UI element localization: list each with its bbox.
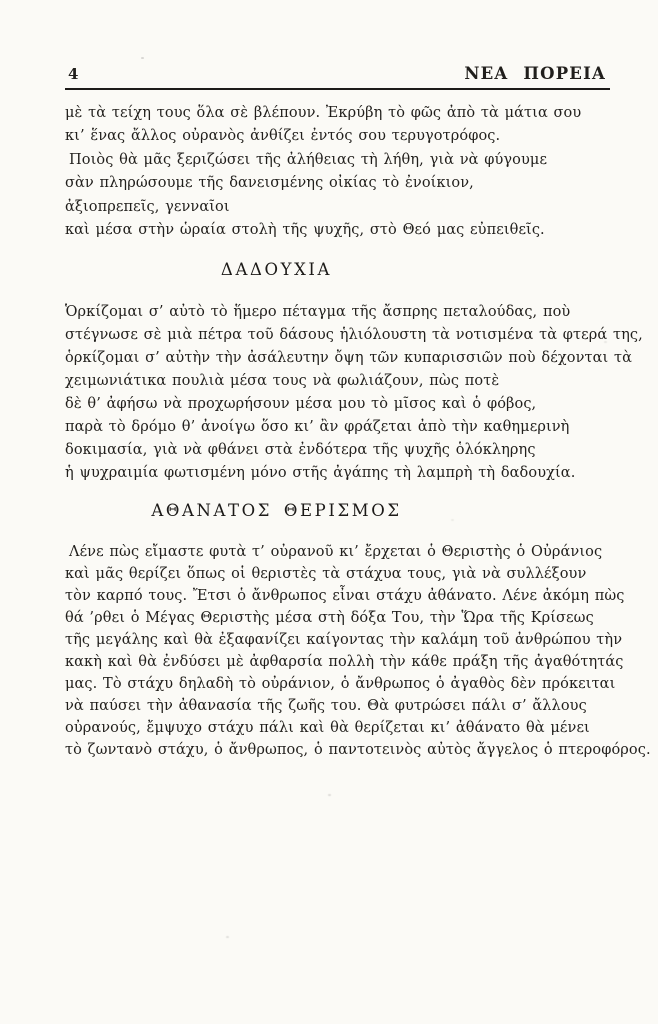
text-line: καὶ μέσα στὴν ὡραία στολὴ τῆς ψυχῆς, στὸ Θεό μας εὐπειθεῖς. <box>65 222 545 239</box>
page-number: 4 <box>68 65 79 83</box>
text-line: Λένε πὼς εἴμαστε φυτὰ τ’ οὐρανοῦ κι’ ἔρχεται ὁ Θεριστὴς ὁ Οὐράνιος <box>69 544 603 561</box>
text-line: κι’ ἕνας ἄλλος οὐρανὸς ἀνθίζει ἐντός σου τερυγοτρόφος. <box>65 128 501 145</box>
text-line: μας. Τὸ στάχυ δηλαδὴ τὸ οὐράνιον, ὁ ἄνθρωπος ὁ ἀγαθὸς δὲν πρόκειται <box>65 676 616 693</box>
section-dadouchia-text <box>65 301 643 485</box>
paper-speck <box>141 57 144 59</box>
text-line: παρὰ τὸ δρόμο θ’ ἀνοίγω ὅσο κι’ ἂν φράζεται ἀπὸ τὴν καθημερινὴ <box>65 419 570 436</box>
journal-title: ΝΕΑ ΠΟΡΕΙΑ <box>464 64 606 83</box>
section-heading-dadouchia: ΔΑΔΟΥΧΙΑ <box>220 260 333 280</box>
text-line: οὐρανούς, ἔμψυχο στάχυ πάλι καὶ θὰ θερίζεται κι’ ἀθάνατο θὰ μένει <box>65 720 590 737</box>
text-line: Ποιὸς θὰ μᾶς ξεριζώσει τῆς ἀλήθειας τὴ λήθη, γιὰ νὰ φύγουμε <box>69 151 548 168</box>
text-column <box>65 64 651 761</box>
text-line: ἀξιοπρεπεῖς, γενναῖοι <box>65 198 230 215</box>
text-line: νὰ παύσει τὴν ἀθανασία τῆς ζωῆς του. Θὰ φυτρώσει πάλι σ’ ἄλλους <box>65 698 587 715</box>
text-line: καὶ μᾶς θερίζει ὅπως οἱ θεριστὲς τὰ στάχυα τους, γιὰ νὰ συλλέξουν <box>65 566 587 583</box>
section-therismos-text <box>65 541 651 761</box>
text-line: θά ’ρθει ὁ Μέγας Θεριστὴς μέσα στὴ δόξα Του, τὴν Ὥρα τῆς Κρίσεως <box>65 610 594 627</box>
text-line: δὲ θ’ ἀφήσω νὰ προχωρήσουν μέσα μου τὸ μῖσος καὶ ὁ φόβος, <box>65 396 537 413</box>
text-line: σὰν πληρώσουμε τῆς δανεισμένης οἰκίας τὸ ἐνοίκιον, <box>65 175 474 192</box>
poem-opening-continuation <box>65 102 610 242</box>
text-line: ἡ ψυχραιμία φωτισμένη μόνο στῆς ἀγάπης τὴ λαμπρὴ τὴ δαδουχία. <box>65 465 576 482</box>
text-line: στέγνωσε σὲ μιὰ πέτρα τοῦ δάσους ἡλιόλουστη τὰ νοτισμένα τὰ φτερά της, <box>65 327 643 344</box>
text-line: Ὁρκίζομαι σ’ αὐτὸ τὸ ἥμερο πέταγμα τῆς ἄσπρης πεταλούδας, ποὺ <box>65 304 571 321</box>
page-header <box>65 64 610 90</box>
text-line: ὁρκίζομαι σ’ αὐτὴν τὴν ἀσάλευτην ὄψη τῶν κυπαρισσιῶν ποὺ δέχονται τὰ <box>65 350 632 367</box>
text-line: κακὴ καὶ θὰ ἐνδύσει μὲ ἀφθαρσία πολλὴ τὴν κάθε πράξη τῆς ἀγαθότητάς <box>65 654 624 671</box>
text-line: τῆς μεγάλης καὶ θὰ ἐξαφανίζει καίγοντας τὴν καλάμη τοῦ ἀνθρώπου τὴν <box>65 632 623 649</box>
text-line: τὸν καρπό τους. Ἔτσι ὁ ἄνθρωπος εἶναι στάχυ ἀθάνατο. Λένε ἀκόμη πὼς <box>65 588 625 605</box>
text-line: δοκιμασία, γιὰ νὰ φθάνει στὰ ἐνδότερα τῆς ψυχῆς ὁλόκληρης <box>65 442 536 459</box>
text-line: μὲ τὰ τείχη τους ὅλα σὲ βλέπουν. Ἐκρύβη τὸ φῶς ἀπὸ τὰ μάτια σου <box>65 105 582 121</box>
text-line: τὸ ζωντανὸ στάχυ, ὁ ἄνθρωπος, ὁ παντοτεινὸς αὐτὸς ἄγγελος ὁ πτεροφόρος. <box>65 742 651 759</box>
section-heading-athanatos-therismos: ΑΘΑΝΑΤΟΣ ΘΕΡΙΣΜΟΣ <box>151 501 402 521</box>
text-line: χειμωνιάτικα πουλιὰ μέσα τους νὰ φωλιάζουν, πὼς ποτὲ <box>65 373 500 390</box>
